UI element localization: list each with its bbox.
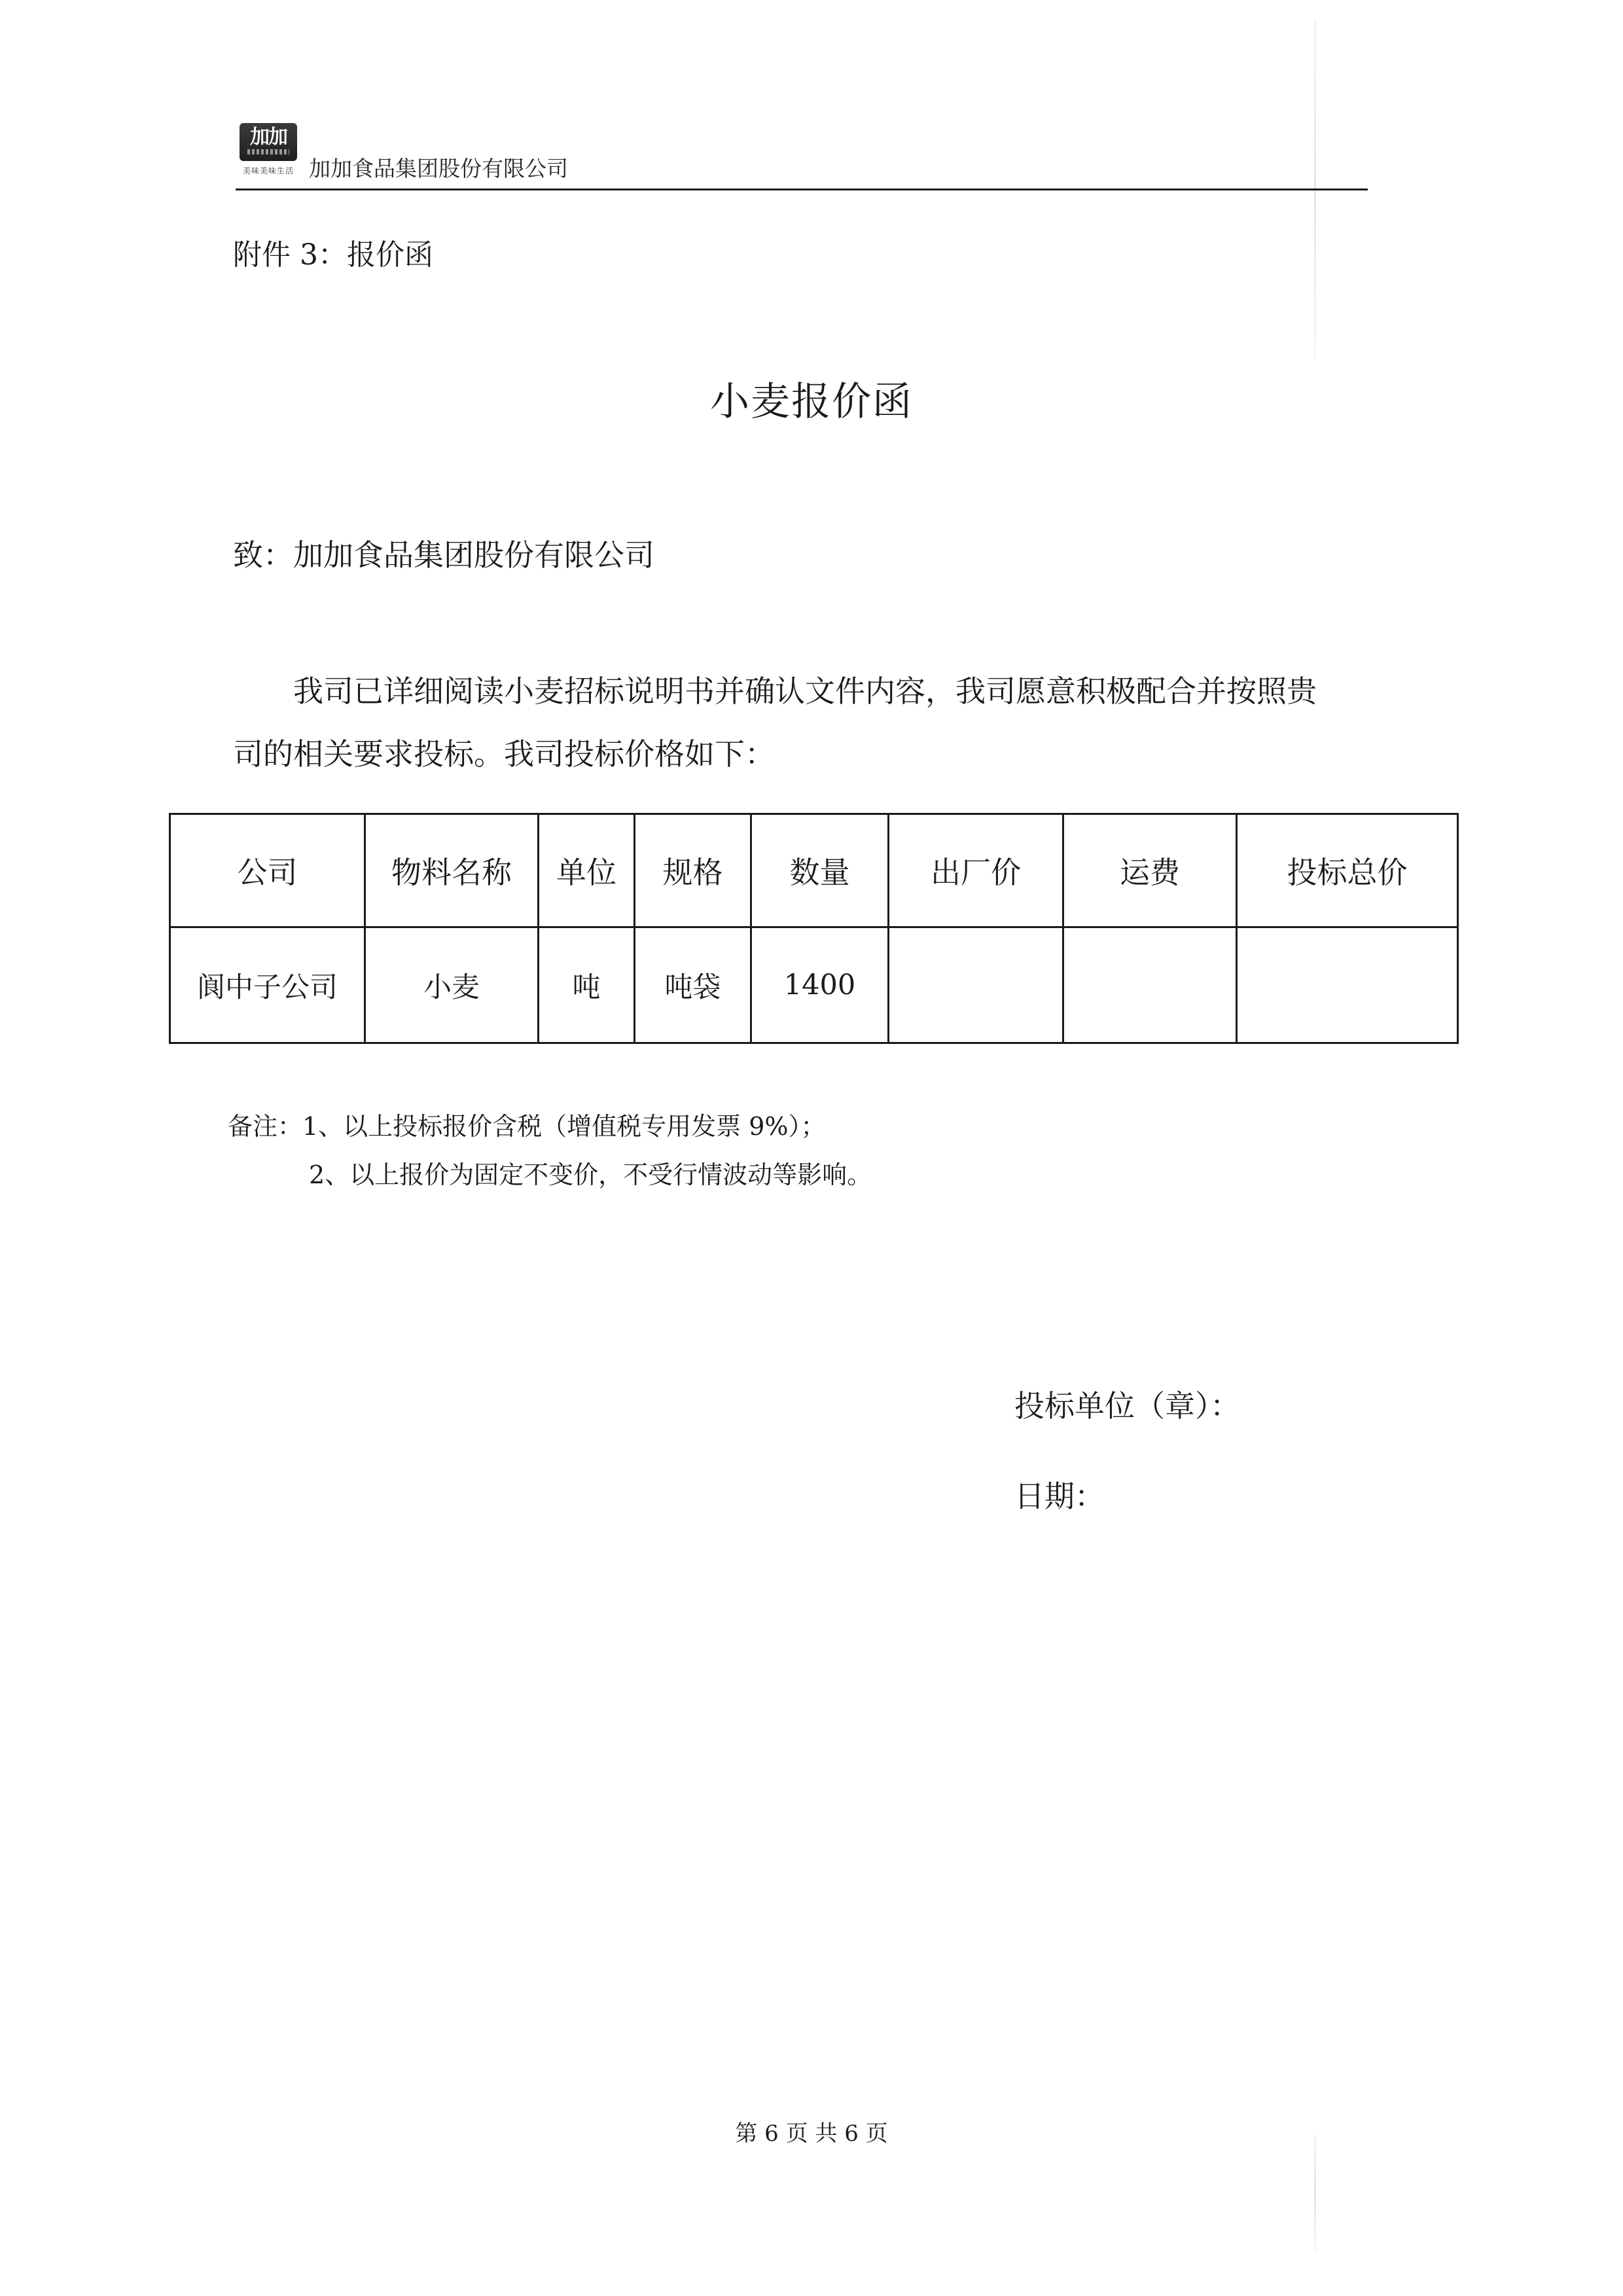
cell-material-name: 小麦 (365, 927, 539, 1043)
recipient-line: 致：加加食品集团股份有限公司 (233, 537, 654, 573)
cell-quantity: 1400 (751, 927, 889, 1043)
cell-ex-factory-price (889, 927, 1063, 1043)
cell-spec: 吨袋 (635, 927, 751, 1043)
logo-mark: 加加 (250, 126, 287, 149)
intro-paragraph: 我司已详细阅读小麦招标说明书并确认文件内容，我司愿意积极配合并按照贵司的相关要求投标。我司投标价格如下： (233, 673, 1317, 772)
quote-table (169, 813, 1459, 1044)
header-total-bid-price: 投标总价 (1237, 814, 1458, 927)
remark-line-2: 2、以上报价为固定不变价，不受行情波动等影响。 (309, 1160, 872, 1189)
date-label: 日期： (1014, 1479, 1105, 1514)
header-company-name: 加加食品集团股份有限公司 (309, 156, 568, 181)
company-logo (236, 123, 301, 183)
logo-badge (240, 123, 297, 161)
attachment-label: 附件 3：报价函 (233, 238, 433, 272)
table-row (170, 927, 1458, 1043)
cell-freight (1063, 927, 1237, 1043)
header-freight: 运费 (1063, 814, 1237, 927)
cell-company: 阆中子公司 (170, 927, 365, 1043)
table-header-row (170, 814, 1458, 927)
header-material-name: 物料名称 (365, 814, 539, 927)
document-title: 小麦报价函 (710, 379, 913, 425)
header-divider (236, 188, 1368, 190)
signature-block (1014, 1386, 1240, 1516)
page-number: 第 6 页 共 6 页 (735, 2121, 888, 2147)
remarks (228, 1102, 872, 1199)
header-unit: 单位 (539, 814, 635, 927)
bidder-seal-label: 投标单位（章）： (1014, 1388, 1240, 1424)
header-spec: 规格 (635, 814, 751, 927)
cell-unit: 吨 (539, 927, 635, 1043)
header-ex-factory-price: 出厂价 (889, 814, 1063, 927)
header-company: 公司 (170, 814, 365, 927)
page-header (236, 118, 1368, 190)
scan-edge-bottom (1314, 2134, 1316, 2251)
remark-line-1: 备注：1、以上投标报价含税（增值税专用发票 9%）； (228, 1112, 826, 1141)
logo-slogan: 美味美味生活 (242, 166, 294, 175)
logo-decoration (247, 149, 289, 154)
header-quantity: 数量 (751, 814, 889, 927)
cell-total-bid-price (1237, 927, 1458, 1043)
